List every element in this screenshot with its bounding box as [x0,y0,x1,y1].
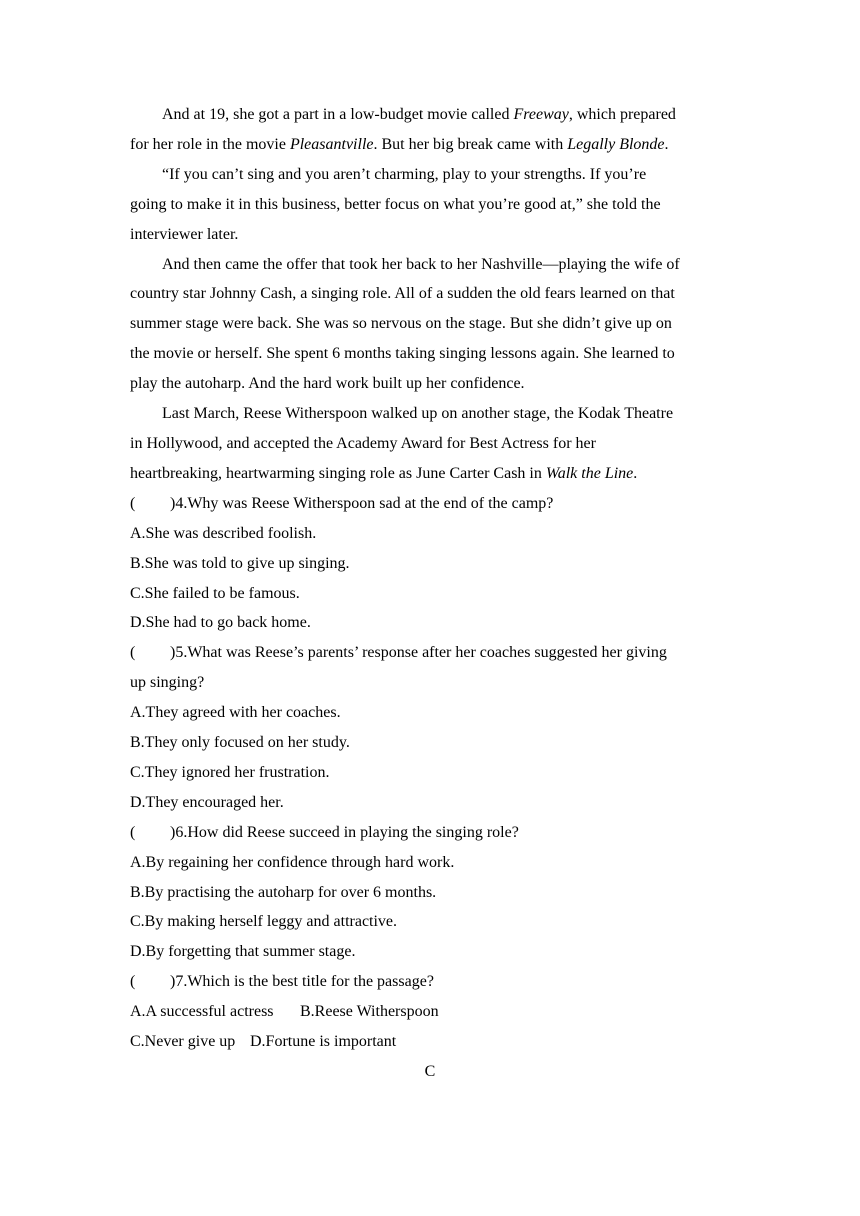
option-c: C.Never give up [130,1033,236,1051]
text-run: heartbreaking, heartwarming singing role as June Carter Cash in [130,464,546,482]
question-text: 7.Which is the best title for the passage? [175,973,434,991]
text-run: , which prepared [568,106,676,123]
passage-line: play the autoharp. And the hard work built up her confidence. [130,375,525,393]
option-row [130,1027,730,1057]
answer-blank[interactable]: ( [130,644,136,662]
question-stem [130,638,730,668]
text-run: And at 19, she got a part in a low-budget movie called [162,106,514,123]
passage-line: Last March, Reese Witherspoon walked up on another stage, the Kodak Theatre [162,405,674,423]
option-b: B.She was told to give up singing. [130,554,350,572]
option-c: C.By making herself leggy and attractive. [130,913,398,931]
option-b: B.By practising the autoharp for over 6 months. [130,883,437,901]
text-run: . But her big break came with [373,135,568,153]
option-d: D.By forgetting that summer stage. [130,943,356,961]
movie-title: Legally Blonde [567,135,665,153]
passage-line: And then came the offer that took her back to her Nashville—playing the wife of [162,255,680,273]
option-a: A.They agreed with her coaches. [130,704,341,722]
option-a: A.By regaining her confidence through hard work. [130,853,455,871]
text-run: . [664,135,669,153]
passage-line: interviewer later. [130,225,239,243]
option-c: C.She failed to be famous. [130,584,300,602]
passage-line: going to make it in this business, better focus on what you’re good at,” she told the [130,195,661,213]
passage-line: country star Johnny Cash, a singing role. All of a sudden the old fears learned on that [130,285,675,303]
passage-line: the movie or herself. She spent 6 months taking singing lessons again. She learned to [130,345,675,363]
option-b: B.Reese Witherspoon [300,1003,439,1021]
option-a: A.A successful actress [130,1003,274,1021]
question-text: 5.What was Reese’s parents’ response after her coaches suggested her giving [175,644,667,662]
option-row [130,997,730,1027]
text-run: . [633,464,638,482]
option-b: B.They only focused on her study. [130,734,350,752]
option-a: A.She was described foolish. [130,524,317,542]
answer-blank-close: ) [170,644,176,662]
question-stem [130,489,730,519]
passage-line: summer stage were back. She was so nervous on the stage. But she didn’t give up on [130,315,672,333]
section-heading: C [424,1063,436,1080]
movie-title: Pleasantville [289,135,374,153]
option-c: C.They ignored her frustration. [130,763,330,781]
question-stem [130,818,730,848]
question-text: 6.How did Reese succeed in playing the singing role? [175,823,519,841]
passage-line [130,100,730,130]
answer-blank-close: ) [170,494,176,512]
answer-blank[interactable]: ( [130,823,136,841]
option-d: D.She had to go back home. [130,614,311,632]
option-d: D.Fortune is important [250,1033,397,1051]
document-page [130,100,730,1087]
question-stem-continued: up singing? [130,674,205,692]
question-text: 4.Why was Reese Witherspoon sad at the end of the camp? [175,494,554,512]
passage-line [130,459,730,489]
answer-blank-close: ) [170,973,176,991]
answer-blank[interactable]: ( [130,973,136,991]
passage-line: in Hollywood, and accepted the Academy Award for Best Actress for her [130,434,596,452]
passage-line [130,130,730,160]
text-run: for her role in the movie [130,135,290,153]
passage-line: “If you can’t sing and you aren’t charming, play to your strengths. If you’re [162,165,647,183]
question-stem [130,967,730,997]
answer-blank[interactable]: ( [130,494,136,512]
answer-blank-close: ) [170,823,176,841]
movie-title: Freeway [513,106,569,123]
movie-title: Walk the Line [545,464,634,482]
option-d: D.They encouraged her. [130,793,284,811]
